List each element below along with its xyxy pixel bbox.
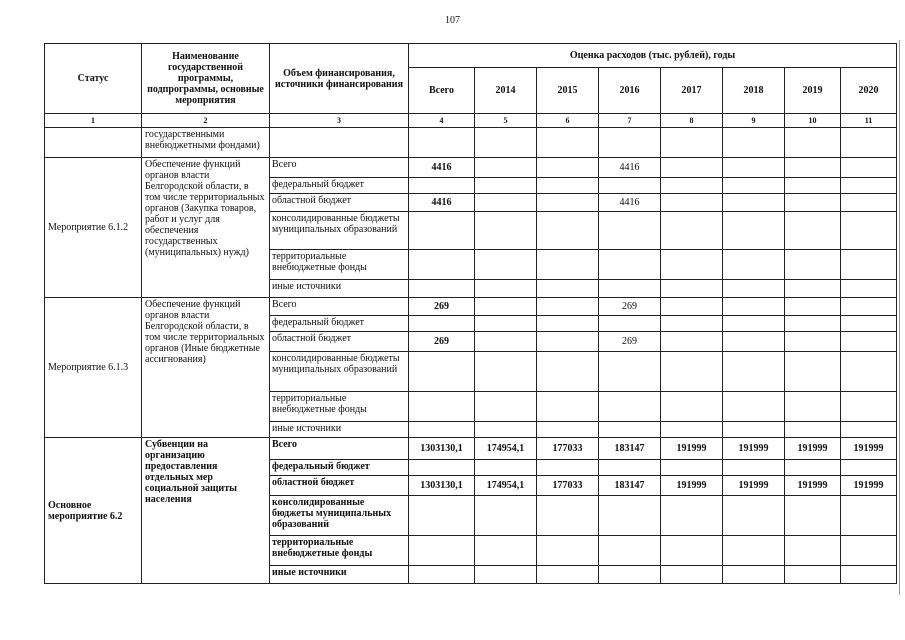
year-value-cell [841,536,897,566]
year-value-cell [661,460,723,476]
year-value-cell [785,178,841,194]
year-value-cell [841,496,897,536]
year-value-cell [723,536,785,566]
year-value-cell [723,422,785,438]
year-value-cell [841,280,897,298]
year-value-cell [537,178,599,194]
year-value-cell: 174954,1 [475,476,537,496]
year-value-cell [475,280,537,298]
funding-source-cell: областной бюджет [270,194,409,212]
total-value-cell [409,566,475,584]
total-value-cell: 4416 [409,158,475,178]
year-value-cell [599,352,661,392]
funding-source-cell: Всего [270,298,409,316]
column-number: 3 [270,114,409,128]
year-value-cell [785,536,841,566]
year-value-cell: 191999 [723,438,785,460]
measure-name-cell: Субвенции на организацию предоставления отдельных мер социальной защиты населения [142,438,270,584]
year-value-cell [661,178,723,194]
column-number: 7 [599,114,661,128]
status-cell: Основное мероприятие 6.2 [45,438,142,584]
year-value-cell [599,496,661,536]
table-row [45,298,897,316]
year-value-cell: 191999 [841,476,897,496]
year-value-cell [841,316,897,332]
year-value-cell [475,212,537,250]
year-value-cell [537,422,599,438]
funding-source-cell: иные источники [270,422,409,438]
year-value-cell [785,280,841,298]
status-cell: Мероприятие 6.1.3 [45,298,142,438]
header-funding: Объем финансирования, источники финансирования [270,44,409,114]
year-value-cell [841,158,897,178]
year-value-cell [785,496,841,536]
year-value-cell [841,298,897,316]
year-value-cell: 4416 [599,158,661,178]
year-value-cell [599,392,661,422]
year-value-cell [661,316,723,332]
funding-source-cell: областной бюджет [270,332,409,352]
header-year: 2019 [785,68,841,114]
year-value-cell [475,332,537,352]
year-value-cell [723,566,785,584]
funding-source-cell: консолидированные бюджеты муниципальных образований [270,212,409,250]
total-value-cell: 4416 [409,194,475,212]
page-edge-rule [899,40,900,595]
year-value-cell [841,460,897,476]
year-value-cell [785,422,841,438]
column-number-row [45,114,897,128]
year-value-cell [723,250,785,280]
total-value-cell [409,352,475,392]
year-value-cell [661,352,723,392]
year-value-cell [537,298,599,316]
year-value-cell: 174954,1 [475,438,537,460]
year-value-cell: 183147 [599,438,661,460]
year-value-cell [475,298,537,316]
year-value-cell [537,566,599,584]
year-value-cell [599,178,661,194]
year-value-cell [537,212,599,250]
year-value-cell [723,496,785,536]
column-number: 6 [537,114,599,128]
total-value-cell: 269 [409,298,475,316]
funding-source-cell: территориальные внебюджетные фонды [270,536,409,566]
year-value-cell [723,280,785,298]
year-value-cell [661,536,723,566]
year-value-cell: 4416 [599,194,661,212]
year-value-cell: 191999 [723,476,785,496]
funding-source-cell: иные источники [270,280,409,298]
year-value-cell [537,194,599,212]
year-value-cell [841,178,897,194]
funding-source-cell: консолидированные бюджеты муниципальных образований [270,496,409,536]
funding-source-cell: областной бюджет [270,476,409,496]
year-value-cell [537,332,599,352]
year-value-cell [723,332,785,352]
year-value-cell [661,298,723,316]
year-value-cell [661,422,723,438]
year-value-cell [785,250,841,280]
year-value-cell [475,352,537,392]
year-value-cell [785,316,841,332]
funding-source-cell: консолидированные бюджеты муниципальных образований [270,352,409,392]
year-value-cell [661,212,723,250]
year-value-cell [785,460,841,476]
year-value-cell [841,392,897,422]
table-row [45,438,897,460]
page-number: 107 [445,15,460,26]
year-value-cell [661,194,723,212]
funding-source-cell: федеральный бюджет [270,178,409,194]
year-value-cell [537,392,599,422]
year-value-cell [537,280,599,298]
header-year: 2017 [661,68,723,114]
year-value-cell [785,566,841,584]
column-number: 1 [45,114,142,128]
year-value-cell [475,496,537,536]
year-value-cell [723,298,785,316]
year-value-cell [723,178,785,194]
column-number: 5 [475,114,537,128]
year-value-cell [723,194,785,212]
year-value-cell [475,566,537,584]
header-year: 2014 [475,68,537,114]
year-value-cell [475,316,537,332]
status-cell: Мероприятие 6.1.2 [45,158,142,298]
total-value-cell [409,316,475,332]
year-value-cell [537,460,599,476]
year-value-cell [661,566,723,584]
column-number: 11 [841,114,897,128]
year-value-cell [785,194,841,212]
total-value-cell [409,212,475,250]
total-value-cell: 1303130,1 [409,438,475,460]
year-value-cell [599,460,661,476]
year-value-cell [723,316,785,332]
year-value-cell [723,158,785,178]
year-value-cell [537,250,599,280]
year-value-cell [661,158,723,178]
year-value-cell [785,392,841,422]
year-value-cell: 191999 [785,476,841,496]
year-value-cell [475,460,537,476]
year-value-cell: 191999 [661,438,723,460]
year-value-cell: 191999 [841,438,897,460]
year-value-cell [537,496,599,536]
total-value-cell [409,392,475,422]
year-value-cell [537,352,599,392]
year-value-cell [599,280,661,298]
year-value-cell [599,316,661,332]
total-value-cell [409,536,475,566]
year-value-cell [841,422,897,438]
year-value-cell: 191999 [661,476,723,496]
funding-source-cell: территориальные внебюджетные фонды [270,392,409,422]
funding-source-cell: федеральный бюджет [270,460,409,476]
year-value-cell [661,280,723,298]
year-value-cell [599,212,661,250]
year-value-cell [723,392,785,422]
column-number: 9 [723,114,785,128]
year-value-cell [785,212,841,250]
funding-source-cell: иные источники [270,566,409,584]
header-status: Статус [45,44,142,114]
year-value-cell [475,194,537,212]
year-value-cell [723,352,785,392]
year-value-cell [841,566,897,584]
column-number: 10 [785,114,841,128]
year-value-cell [475,536,537,566]
year-value-cell [841,250,897,280]
year-value-cell [841,194,897,212]
year-value-cell [841,212,897,250]
year-value-cell [599,536,661,566]
year-value-cell [661,496,723,536]
year-value-cell [537,158,599,178]
header-estimate: Оценка расходов (тыс. рублей), годы [409,44,897,68]
funding-source-cell: федеральный бюджет [270,316,409,332]
year-value-cell [475,250,537,280]
measure-name-cell: Обеспечение функций органов власти Белгородской области, в том числе территориальных органов (Закупка товаров, работ и услуг для обеспечения государственных (муниципальных) нужд) [142,158,270,298]
year-value-cell [537,316,599,332]
total-value-cell [409,496,475,536]
table-row [45,158,897,178]
header-year: 2018 [723,68,785,114]
year-value-cell [841,352,897,392]
total-value-cell: 269 [409,332,475,352]
year-value-cell [537,536,599,566]
header-year: 2016 [599,68,661,114]
year-value-cell [475,178,537,194]
total-value-cell: 1303130,1 [409,476,475,496]
year-value-cell: 269 [599,332,661,352]
total-value-cell [409,280,475,298]
year-value-cell [723,212,785,250]
funding-source-cell: территориальные внебюджетные фонды [270,250,409,280]
continuation-name: государственными внебюджетными фондами) [142,128,270,158]
year-value-cell [841,332,897,352]
header-year: 2015 [537,68,599,114]
year-value-cell: 269 [599,298,661,316]
budget-table [44,43,897,584]
year-value-cell: 191999 [785,438,841,460]
year-value-cell [785,158,841,178]
year-value-cell [661,250,723,280]
year-value-cell [599,566,661,584]
year-value-cell [723,460,785,476]
total-value-cell [409,178,475,194]
total-value-cell [409,250,475,280]
column-number: 4 [409,114,475,128]
funding-source-cell: Всего [270,158,409,178]
header-year: 2020 [841,68,897,114]
year-value-cell [475,158,537,178]
funding-source-cell: Всего [270,438,409,460]
header-name: Наименование государственной программы, подпрограммы, основные мероприятия [142,44,270,114]
blocks-body [45,158,897,584]
year-value-cell [475,392,537,422]
year-value-cell [785,352,841,392]
year-value-cell [785,332,841,352]
header-total: Всего [409,68,475,114]
continuation-row [45,128,897,158]
total-value-cell [409,422,475,438]
column-number: 8 [661,114,723,128]
total-value-cell [409,460,475,476]
year-value-cell: 177033 [537,438,599,460]
year-value-cell [661,332,723,352]
column-number: 2 [142,114,270,128]
year-value-cell [661,392,723,422]
year-value-cell [785,298,841,316]
year-value-cell: 183147 [599,476,661,496]
year-value-cell: 177033 [537,476,599,496]
year-value-cell [599,250,661,280]
measure-name-cell: Обеспечение функций органов власти Белгородской области, в том числе территориальных органов (Иные бюджетные ассигнования) [142,298,270,438]
year-value-cell [475,422,537,438]
year-value-cell [599,422,661,438]
